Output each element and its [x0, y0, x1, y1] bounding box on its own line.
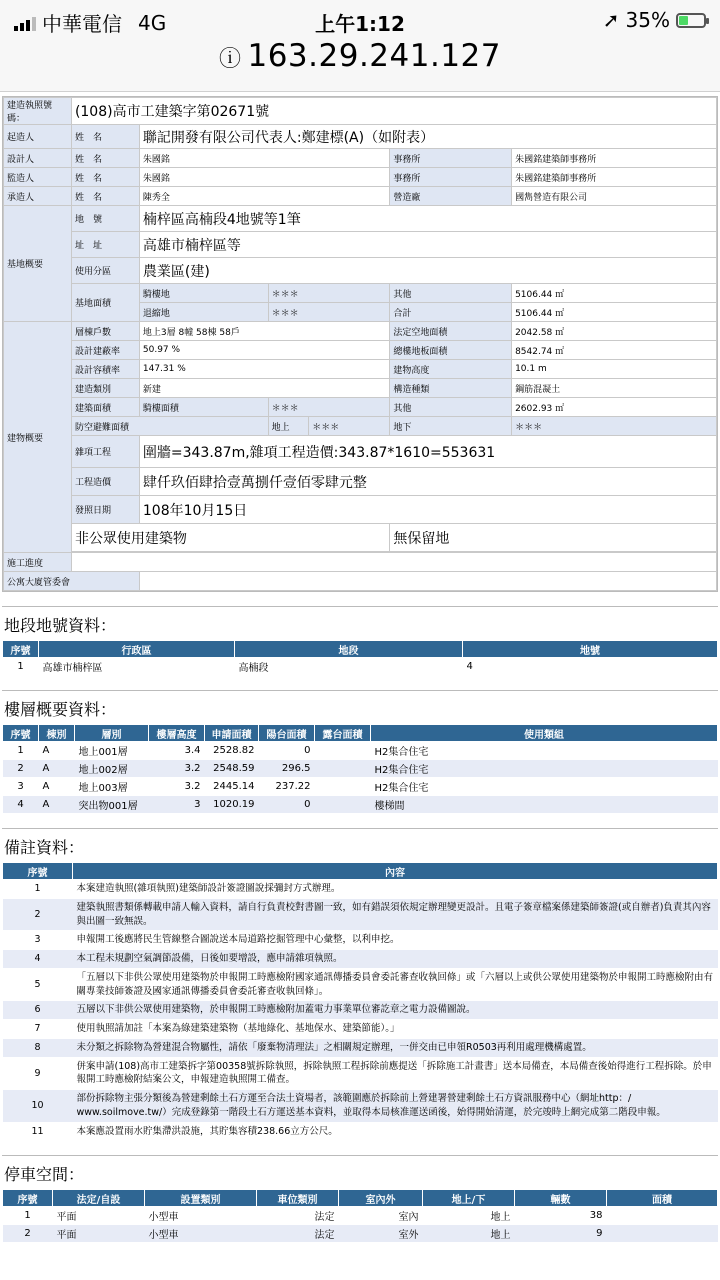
- cell: H2集合住宅: [371, 760, 718, 778]
- address-bar[interactable]: [0, 38, 720, 74]
- designer-office-label: 事務所: [390, 149, 512, 168]
- cell: 2548.59: [205, 760, 259, 778]
- cell: 3: [149, 796, 205, 814]
- misc-value: 圍牆=343.87m,雜項工程造價:343.87*1610=553631: [139, 436, 716, 468]
- building-field-label: 設計建蔽率: [71, 341, 139, 360]
- column-header: 樓層高度: [149, 725, 205, 742]
- cell: A: [39, 778, 75, 796]
- building-field-value: 地上3層 8幢 58棟 58戶: [139, 322, 389, 341]
- parking-section: [2, 1155, 718, 1243]
- cell: 4: [463, 658, 718, 676]
- cell: 小型車: [145, 1207, 257, 1225]
- floor-area-other-value: 2602.93 ㎡: [512, 398, 717, 417]
- cell: 0: [259, 796, 315, 814]
- table-row: [3, 1001, 718, 1020]
- cell: 本工程未規劃空氣調節設備，日後如要增設，應申請雜項執照。: [73, 950, 718, 969]
- designer-role: 設計人: [4, 149, 72, 168]
- address-value: 高雄市楠梓區等: [139, 232, 716, 258]
- cell: 室內: [339, 1207, 423, 1225]
- table-row: [3, 760, 718, 778]
- supervisor-field: 姓 名: [71, 168, 139, 187]
- cell: 地上: [423, 1225, 515, 1243]
- permit-no-label: 建造執照號碼：: [4, 98, 72, 125]
- location-arrow-icon: ➚: [602, 8, 620, 32]
- building-field-label: 建造類別: [71, 379, 139, 398]
- table-row: [3, 931, 718, 950]
- public-use-value: 非公眾使用建築物: [71, 524, 389, 552]
- column-header: 序號: [3, 725, 39, 742]
- cost-label: 工程造價: [71, 468, 139, 496]
- cell: 38: [515, 1207, 607, 1225]
- shelter-below-label: 地下: [390, 417, 512, 436]
- building-field-label: 層棟戶數: [71, 322, 139, 341]
- column-header: 使用類組: [371, 725, 718, 742]
- notes-section: [2, 828, 718, 1141]
- committee-value: [139, 572, 716, 591]
- building-field-value: 10.1 m: [512, 360, 717, 379]
- supervisor-value: 朱國銘: [139, 168, 389, 187]
- zone-value: 農業區(建): [139, 258, 716, 284]
- arcade-area-label: 騎樓面積: [139, 398, 268, 417]
- cell: 樓梯間: [371, 796, 718, 814]
- battery-percent: 35%: [625, 8, 670, 32]
- contractor-role: 承造人: [4, 187, 72, 206]
- cell: 8: [3, 1038, 73, 1057]
- setback-value: ＊＊＊: [268, 303, 390, 322]
- building-label: 建物概要: [4, 322, 72, 553]
- building-field-value: 鋼筋混凝土: [512, 379, 717, 398]
- cell: 5: [3, 968, 73, 1001]
- cell: 室外: [339, 1225, 423, 1243]
- floors-title: 樓層概要資料：: [4, 700, 117, 719]
- arcade-value: ＊＊＊: [268, 284, 390, 303]
- table-row: [3, 968, 718, 1001]
- floor-area-other-label: 其他: [390, 398, 512, 417]
- url-text: 163.29.241.127: [247, 38, 502, 74]
- cell: 地上003層: [75, 778, 149, 796]
- arcade-area-value: ＊＊＊: [268, 398, 390, 417]
- cell: 法定: [257, 1207, 339, 1225]
- lot-label: 地 號: [71, 206, 139, 232]
- floors-section: [2, 690, 718, 814]
- info-icon[interactable]: ⓘ: [218, 47, 242, 72]
- cell: 高楠段: [235, 658, 463, 676]
- table-row: [3, 1057, 718, 1090]
- cell: 2: [3, 1225, 53, 1243]
- cell: 9: [515, 1225, 607, 1243]
- cell: 1: [3, 658, 39, 676]
- table-row: [3, 1020, 718, 1039]
- cell: 4: [3, 796, 39, 814]
- cell: 2445.14: [205, 778, 259, 796]
- table-row: [3, 950, 718, 969]
- cell: 併案申請(108)高市工建築拆字第00358號拆除執照，拆除執照工程拆除前應提送「拆除施工計畫書」送本局備查，本局備查後始得進行工程拆除。於申報開工時應檢附結案公文，申報建造執照開工備查。: [73, 1057, 718, 1090]
- applicant-role: 起造人: [4, 125, 72, 149]
- cell: 1020.19: [205, 796, 259, 814]
- cell: 建築執照書類係轉載申請人輸入資料，請自行負責校對書圖一致，如有錯誤須依規定辦理變更設計。且電子簽章檔案係建築師簽證(或自辦者)負責其內容與出圖一致無誤。: [73, 898, 718, 931]
- contractor-value: 陳秀全: [139, 187, 389, 206]
- cell: A: [39, 742, 75, 760]
- cell: 2: [3, 760, 39, 778]
- cell: 237.22: [259, 778, 315, 796]
- column-header: 內容: [73, 863, 718, 880]
- building-field-label: 法定空地面積: [390, 322, 512, 341]
- column-header: 室內外: [339, 1190, 423, 1207]
- parking-table: [2, 1189, 718, 1243]
- table-row: [3, 658, 718, 676]
- cell: 小型車: [145, 1225, 257, 1243]
- cell: 11: [3, 1122, 73, 1141]
- carrier-label: 中華電信: [42, 12, 122, 36]
- cell: [607, 1225, 718, 1243]
- cell: [315, 796, 371, 814]
- site-other-label: 其他: [390, 284, 512, 303]
- permit-table: [2, 96, 718, 592]
- table-row: [3, 1090, 718, 1123]
- supervisor-role: 監造人: [4, 168, 72, 187]
- cell: 平面: [53, 1225, 145, 1243]
- progress-value: [71, 553, 716, 572]
- site-total-label: 合計: [390, 303, 512, 322]
- designer-field: 姓 名: [71, 149, 139, 168]
- applicant-value: 聯記開發有限公司代表人:鄭建標(A)（如附表）: [139, 125, 716, 149]
- column-header: 層別: [75, 725, 149, 742]
- notes-table: [2, 862, 718, 1141]
- column-header: 面積: [607, 1190, 718, 1207]
- battery-icon: [676, 13, 706, 28]
- committee-label: 公寓大廈管委會: [4, 572, 140, 591]
- building-field-value: 50.97 %: [139, 341, 389, 360]
- designer-office: 朱國銘建築師事務所: [512, 149, 717, 168]
- building-field-value: 2042.58 ㎡: [512, 322, 717, 341]
- cell: 9: [3, 1057, 73, 1090]
- cell: 1: [3, 880, 73, 899]
- cell: [315, 760, 371, 778]
- table-row: [3, 898, 718, 931]
- site-total-value: 5106.44 ㎡: [512, 303, 717, 322]
- status-bar: [0, 0, 720, 92]
- land-table: [2, 640, 718, 676]
- lot-value: 楠梓區高楠段4地號等1筆: [139, 206, 716, 232]
- column-header: 棟別: [39, 725, 75, 742]
- cell: 高雄市楠梓區: [39, 658, 235, 676]
- column-header: 行政區: [39, 641, 235, 658]
- contractor-office-label: 營造廠: [390, 187, 512, 206]
- cell: 1: [3, 1207, 53, 1225]
- cell: [315, 778, 371, 796]
- setback-label: 退縮地: [139, 303, 268, 322]
- column-header: 車位類別: [257, 1190, 339, 1207]
- site-label: 基地概要: [4, 206, 72, 322]
- cell: 突出物001層: [75, 796, 149, 814]
- shelter-above-value: ＊＊＊: [309, 417, 390, 436]
- column-header: 露台面積: [315, 725, 371, 742]
- column-header: 申請面積: [205, 725, 259, 742]
- misc-label: 雜項工程: [71, 436, 139, 468]
- cell: [315, 742, 371, 760]
- cell: 1: [3, 742, 39, 760]
- building-field-value: 新建: [139, 379, 389, 398]
- arcade-label: 騎樓地: [139, 284, 268, 303]
- cell: 3.4: [149, 742, 205, 760]
- cell: 10: [3, 1090, 73, 1123]
- address-label: 址 址: [71, 232, 139, 258]
- parking-title: 停車空間：: [4, 1165, 85, 1185]
- supervisor-office-label: 事務所: [390, 168, 512, 187]
- column-header: 設置類別: [145, 1190, 257, 1207]
- cell: 本案應設置雨水貯集滯洪設施，其貯集容積238.66立方公尺。: [73, 1122, 718, 1141]
- building-field-label: 設計容積率: [71, 360, 139, 379]
- cell: 地上002層: [75, 760, 149, 778]
- cell: 296.5: [259, 760, 315, 778]
- shelter-below-value: ＊＊＊: [512, 417, 717, 436]
- land-section: [2, 606, 718, 676]
- cell: A: [39, 760, 75, 778]
- cell: 本案建造執照(雜項執照)建築師設計簽證圖說採彌封方式辦理。: [73, 880, 718, 899]
- site-other-value: 5106.44 ㎡: [512, 284, 717, 303]
- contractor-office: 國雋營造有限公司: [512, 187, 717, 206]
- cell: 3: [3, 931, 73, 950]
- cell: 3: [3, 778, 39, 796]
- cell: 部份拆除物主張分類後為營建剩餘土石方運至合法土資場者，該範圍應於拆除前上營建署營建剩餘土石方資訊服務中心（網址http：/ www.soilmove.tw/）完成登錄第一階段土石方運送基本資料，並取得本局核准運送函後，始得開始清運，於完竣時上網完成第二階段申報。: [73, 1090, 718, 1123]
- notes-title: 備註資料：: [4, 838, 85, 857]
- cell: A: [39, 796, 75, 814]
- cell: 平面: [53, 1207, 145, 1225]
- table-row: [3, 1122, 718, 1141]
- cell: [607, 1207, 718, 1225]
- retain-value: 無保留地: [390, 524, 717, 552]
- column-header: 序號: [3, 863, 73, 880]
- cell: 法定: [257, 1225, 339, 1243]
- cell: 3.2: [149, 760, 205, 778]
- contractor-field: 姓 名: [71, 187, 139, 206]
- cell: 使用執照請加註「本案為綠建築建築物（基地綠化、基地保水、建築節能）。」: [73, 1020, 718, 1039]
- column-header: 地段: [235, 641, 463, 658]
- building-field-value: 147.31 %: [139, 360, 389, 379]
- shelter-above-label: 地上: [268, 417, 309, 436]
- site-area-label: 基地面積: [71, 284, 139, 322]
- table-row: [3, 1038, 718, 1057]
- issue-date-value: 108年10月15日: [139, 496, 716, 524]
- floor-area-label: 建築面積: [71, 398, 139, 417]
- cell: 地上001層: [75, 742, 149, 760]
- table-row: [3, 796, 718, 814]
- cell: 0: [259, 742, 315, 760]
- building-field-label: 構造種類: [390, 379, 512, 398]
- column-header: 輛數: [515, 1190, 607, 1207]
- building-field-label: 建物高度: [390, 360, 512, 379]
- column-header: 地上/下: [423, 1190, 515, 1207]
- network-label: 4G: [138, 10, 167, 35]
- zone-label: 使用分區: [71, 258, 139, 284]
- building-field-value: 8542.74 ㎡: [512, 341, 717, 360]
- table-row: [3, 742, 718, 760]
- clock: 上午1:12: [315, 12, 405, 36]
- building-field-label: 總樓地板面積: [390, 341, 512, 360]
- cell: 4: [3, 950, 73, 969]
- applicant-field: 姓 名: [71, 125, 139, 149]
- cell: 6: [3, 1001, 73, 1020]
- cell: H2集合住宅: [371, 778, 718, 796]
- cell: 未分類之拆除物為營建混合物屬性，請依「廢棄物清理法」之相關規定辦理，一併交由已申領R0503再利用處理機構處置。: [73, 1038, 718, 1057]
- column-header: 法定/自設: [53, 1190, 145, 1207]
- cell: 2: [3, 898, 73, 931]
- cell: 地上: [423, 1207, 515, 1225]
- permit-no-value: (108)高市工建築字第02671號: [71, 98, 716, 125]
- column-header: 序號: [3, 1190, 53, 1207]
- cost-value: 肆仟玖佰肆拾壹萬捌仟壹佰零肆元整: [139, 468, 716, 496]
- cell: 申報開工後應將民生管線整合圖說送本局道路挖掘管理中心彙整，以利申挖。: [73, 931, 718, 950]
- cell: 7: [3, 1020, 73, 1039]
- cell: 2528.82: [205, 742, 259, 760]
- column-header: 序號: [3, 641, 39, 658]
- table-row: [3, 880, 718, 899]
- floors-table: [2, 724, 718, 814]
- issue-date-label: 發照日期: [71, 496, 139, 524]
- land-title: 地段地號資料：: [4, 616, 117, 635]
- table-row: [3, 1225, 718, 1243]
- supervisor-office: 朱國銘建築師事務所: [512, 168, 717, 187]
- table-row: [3, 778, 718, 796]
- cell: 「五層以下非供公眾使用建築物於申報開工時應檢附國家通訊傳播委員會委託審查收執回條」或「六層以上或供公眾使用建築物於申報開工時應檢附由有關專業技師簽證及國家通訊傳播委員會委託審查收執回條」。: [73, 968, 718, 1001]
- designer-value: 朱國銘: [139, 149, 389, 168]
- cell: H2集合住宅: [371, 742, 718, 760]
- shelter-label: 防空避難面積: [71, 417, 268, 436]
- cell: 五層以下非供公眾使用建築物，於申報開工時應檢附加蓋電力事業單位審訖章之電力設備圖說。: [73, 1001, 718, 1020]
- progress-label: 施工進度: [4, 553, 72, 572]
- cell: 3.2: [149, 778, 205, 796]
- table-row: [3, 1207, 718, 1225]
- column-header: 陽台面積: [259, 725, 315, 742]
- column-header: 地號: [463, 641, 718, 658]
